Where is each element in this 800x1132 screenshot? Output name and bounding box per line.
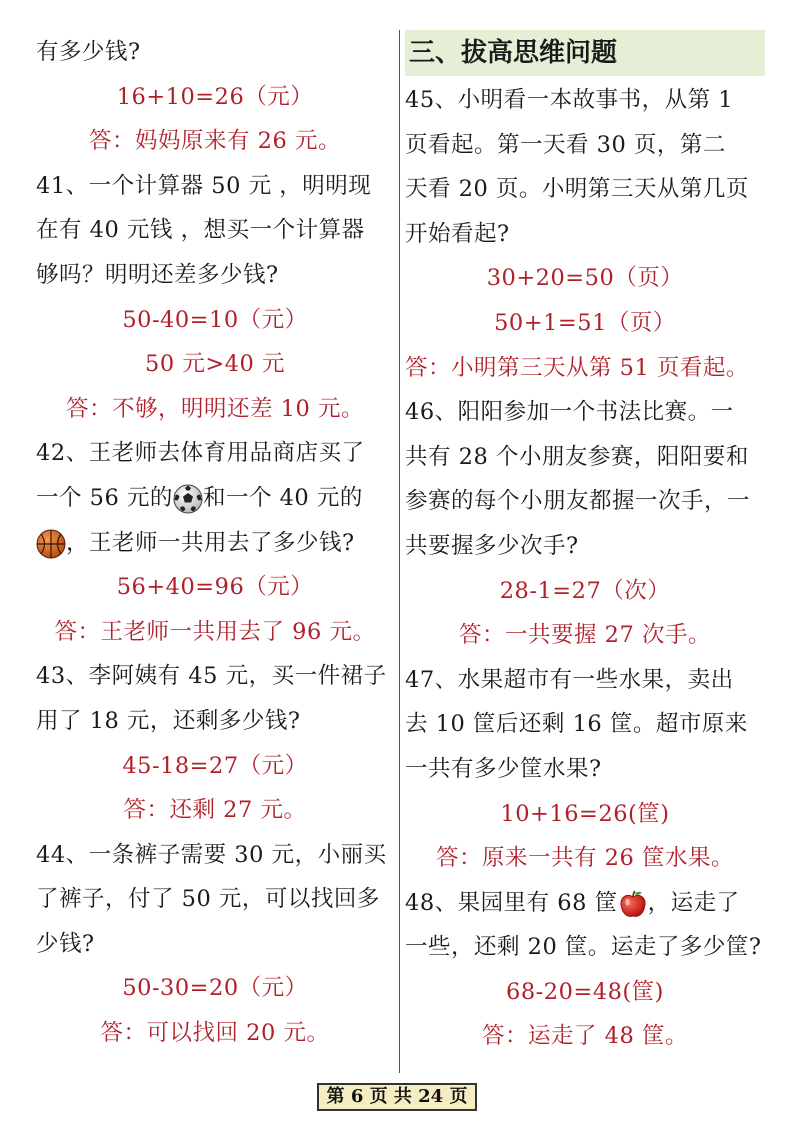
left-column [36, 30, 394, 1056]
q42-line3 [36, 521, 394, 566]
q40-answer: 答：妈妈原来有 26 元。 [89, 128, 341, 155]
q42-line1: 42、王老师去体育用品商店买了 [36, 440, 365, 467]
q42-calc: 56+40=96（元） [116, 574, 314, 601]
q41-answer: 答：不够，明明还差 10 元。 [66, 395, 364, 422]
q42-line3-text: ，王老师一共用去了多少钱? [66, 529, 355, 556]
column-divider [399, 30, 400, 1073]
q44-calc: 50-30=20（元） [122, 975, 308, 1002]
q40-calc: 16+10=26（元） [116, 83, 314, 110]
q45-line4: 开始看起? [405, 220, 510, 247]
q47-line1: 47、水果超市有一些水果，卖出 [405, 666, 734, 693]
q48-answer: 答：运走了 48 筐。 [482, 1023, 688, 1050]
q48-line1-part2: ，运走了 [647, 889, 740, 916]
q42-answer: 答：王老师一共用去了 96 元。 [54, 618, 376, 645]
q44-answer: 答：可以找回 20 元。 [100, 1020, 330, 1047]
q48-line1-part1: 48、果园里有 68 筐 [405, 889, 618, 916]
q44-line1: 44、一条裤子需要 30 元，小丽买 [36, 841, 387, 868]
q41-calc1: 50-40=10（元） [122, 306, 308, 333]
q42-line2-part1: 一个 56 元的 [36, 484, 173, 511]
q47-line3: 一共有多少筐水果? [405, 755, 602, 782]
q45-calc1: 30+20=50（页） [486, 265, 684, 292]
section-title: 三、拔高思维问题 [405, 30, 765, 76]
q45-line3: 天看 20 页。小明第三天从第几页 [405, 176, 749, 203]
q48-calc: 68-20=48(筐) [506, 978, 664, 1005]
q41-calc2: 50 元>40 元 [145, 351, 285, 378]
q46-line3: 参赛的每个小朋友都握一次手，一 [405, 488, 751, 515]
q47-line2: 去 10 筐后还剩 16 筐。超市原来 [405, 711, 748, 738]
q43-line1: 43、李阿姨有 45 元，买一件裙子 [36, 663, 387, 690]
q40-tail: 有多少钱? [36, 39, 141, 65]
q48-line1 [405, 881, 765, 926]
q44-line2: 了裤子，付了 50 元，可以找回多 [36, 886, 380, 913]
q47-answer: 答：原来一共有 26 筐水果。 [436, 845, 734, 872]
q45-calc2: 50+1=51（页） [494, 309, 676, 336]
right-column [405, 30, 765, 1059]
soccer-ball-icon [173, 484, 203, 514]
q41-line3: 够吗？明明还差多少钱? [36, 261, 279, 288]
q46-line2: 共有 28 个小朋友参赛，阳阳要和 [405, 443, 749, 470]
q48-line2: 一些，还剩 20 筐。运走了多少筐? [405, 934, 762, 961]
page-footer: 第 6 页 共 24 页 [317, 1083, 477, 1111]
q47-calc: 10+16=26(筐) [500, 800, 670, 827]
q45-line2: 页看起。第一天看 30 页，第二 [405, 131, 726, 158]
q43-line2: 用了 18 元，还剩多少钱? [36, 707, 301, 734]
basketball-icon [36, 529, 66, 559]
q45-answer: 答：小明第三天从第 51 页看起。 [405, 354, 749, 381]
q46-answer: 答：一共要握 27 次手。 [459, 622, 711, 649]
apple-icon [618, 889, 648, 919]
q41-line1: 41、一个计算器 50 元 ，明明现 [36, 172, 372, 199]
q41-line2: 在有 40 元钱 ，想买一个计算器 [36, 217, 365, 244]
q46-line4: 共要握多少次手? [405, 532, 579, 559]
q46-calc: 28-1=27（次） [499, 577, 671, 604]
q44-line3: 少钱? [36, 930, 95, 957]
q43-answer: 答：还剩 27 元。 [123, 797, 307, 824]
q42-line2 [36, 476, 394, 521]
q45-line1: 45、小明看一本故事书，从第 1 [405, 87, 734, 113]
q46-line1: 46、阳阳参加一个书法比赛。一 [405, 399, 734, 426]
q42-line2-part2: 和一个 40 元的 [202, 484, 363, 511]
q43-calc: 45-18=27（元） [122, 752, 308, 779]
